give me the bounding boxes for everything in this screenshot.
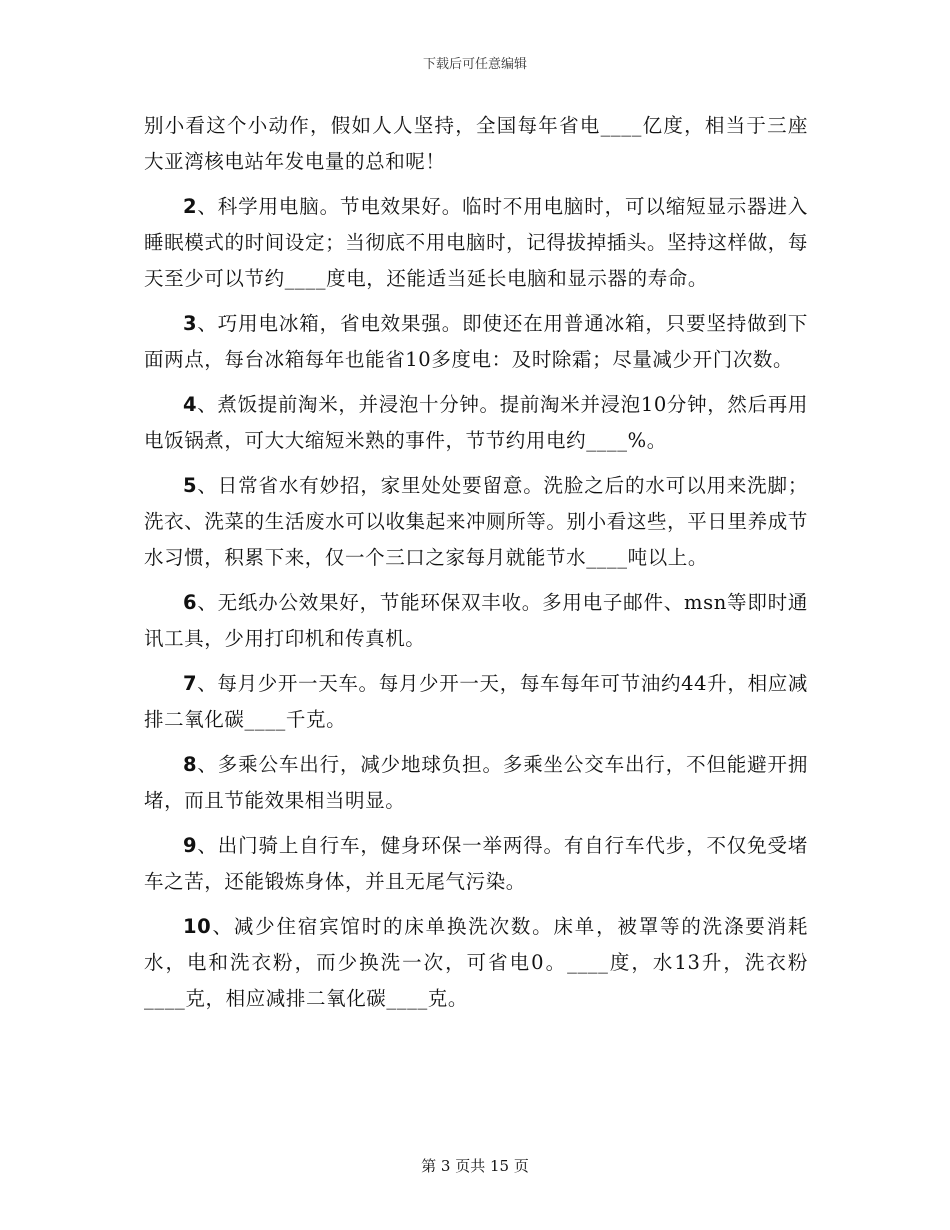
paragraph-5 [144, 468, 808, 576]
paragraph-text: 、每月少开一天车。每月少开一天，每车每年可节油约44升，相应减排二氧化碳____千克。 [144, 672, 808, 731]
paragraph-number: 4 [183, 393, 198, 416]
paragraph-1 [144, 108, 808, 180]
paragraph-number: 5 [183, 474, 198, 497]
paragraph-6 [144, 585, 808, 657]
paragraph-number: 7 [183, 672, 198, 695]
paragraph-text: 、减少住宿宾馆时的床单换洗次数。床单，被罩等的洗涤要消耗水，电和洗衣粉，而少换洗一次，可省电0。____度，水13升，洗衣粉____克，相应减排二氧化碳____克。 [144, 915, 808, 1010]
paragraph-number: 3 [183, 312, 198, 335]
paragraph-8 [144, 747, 808, 819]
paragraph-number: 8 [183, 753, 198, 776]
paragraph-3 [144, 306, 808, 378]
paragraph-text: 别小看这个小动作，假如人人坚持，全国每年省电____亿度，相当于三座大亚湾核电站年发电量的总和呢！ [144, 114, 808, 173]
paragraph-text: 、巧用电冰箱，省电效果强。即使还在用普通冰箱，只要坚持做到下面两点，每台冰箱每年也能省10多度电：及时除霜；尽量减少开门次数。 [144, 312, 808, 371]
paragraph-text: 、科学用电脑。节电效果好。临时不用电脑时，可以缩短显示器进入睡眠模式的时间设定；当彻底不用电脑时，记得拔掉插头。坚持这样做，每天至少可以节约____度电，还能适当延长电脑和显示器的寿命。 [144, 195, 808, 290]
paragraph-7 [144, 666, 808, 738]
page-header: 下载后可任意编辑 [422, 57, 527, 72]
paragraph-9 [144, 828, 808, 900]
paragraph-4 [144, 387, 808, 459]
paragraph-text: 、煮饭提前淘米，并浸泡十分钟。提前淘米并浸泡10分钟，然后再用电饭锅煮，可大大缩短米熟的事件，节节约用电约____%。 [144, 393, 808, 452]
paragraph-text: 、无纸办公效果好，节能环保双丰收。多用电子邮件、msn等即时通讯工具，少用打印机和传真机。 [144, 591, 808, 650]
paragraph-number: 2 [183, 195, 198, 218]
paragraph-text: 、多乘公车出行，减少地球负担。多乘坐公交车出行，不但能避开拥堵，而且节能效果相当明显。 [144, 753, 808, 812]
paragraph-text: 、出门骑上自行车，健身环保一举两得。有自行车代步，不仅免受堵车之苦，还能锻炼身体，并且无尾气污染。 [144, 834, 808, 893]
paragraph-number: 10 [183, 915, 212, 938]
paragraph-number: 9 [183, 834, 198, 857]
paragraph-text: 、日常省水有妙招，家里处处要留意。洗脸之后的水可以用来洗脚；洗衣、洗菜的生活废水可以收集起来冲厕所等。别小看这些，平日里养成节水习惯，积累下来，仅一个三口之家每月就能节水____吨以上。 [144, 474, 808, 569]
document-body [144, 108, 808, 1026]
paragraph-2 [144, 189, 808, 297]
paragraph-10 [144, 909, 808, 1017]
paragraph-number: 6 [183, 591, 198, 614]
page-footer: 第 3 页共 15 页 [421, 1157, 529, 1175]
